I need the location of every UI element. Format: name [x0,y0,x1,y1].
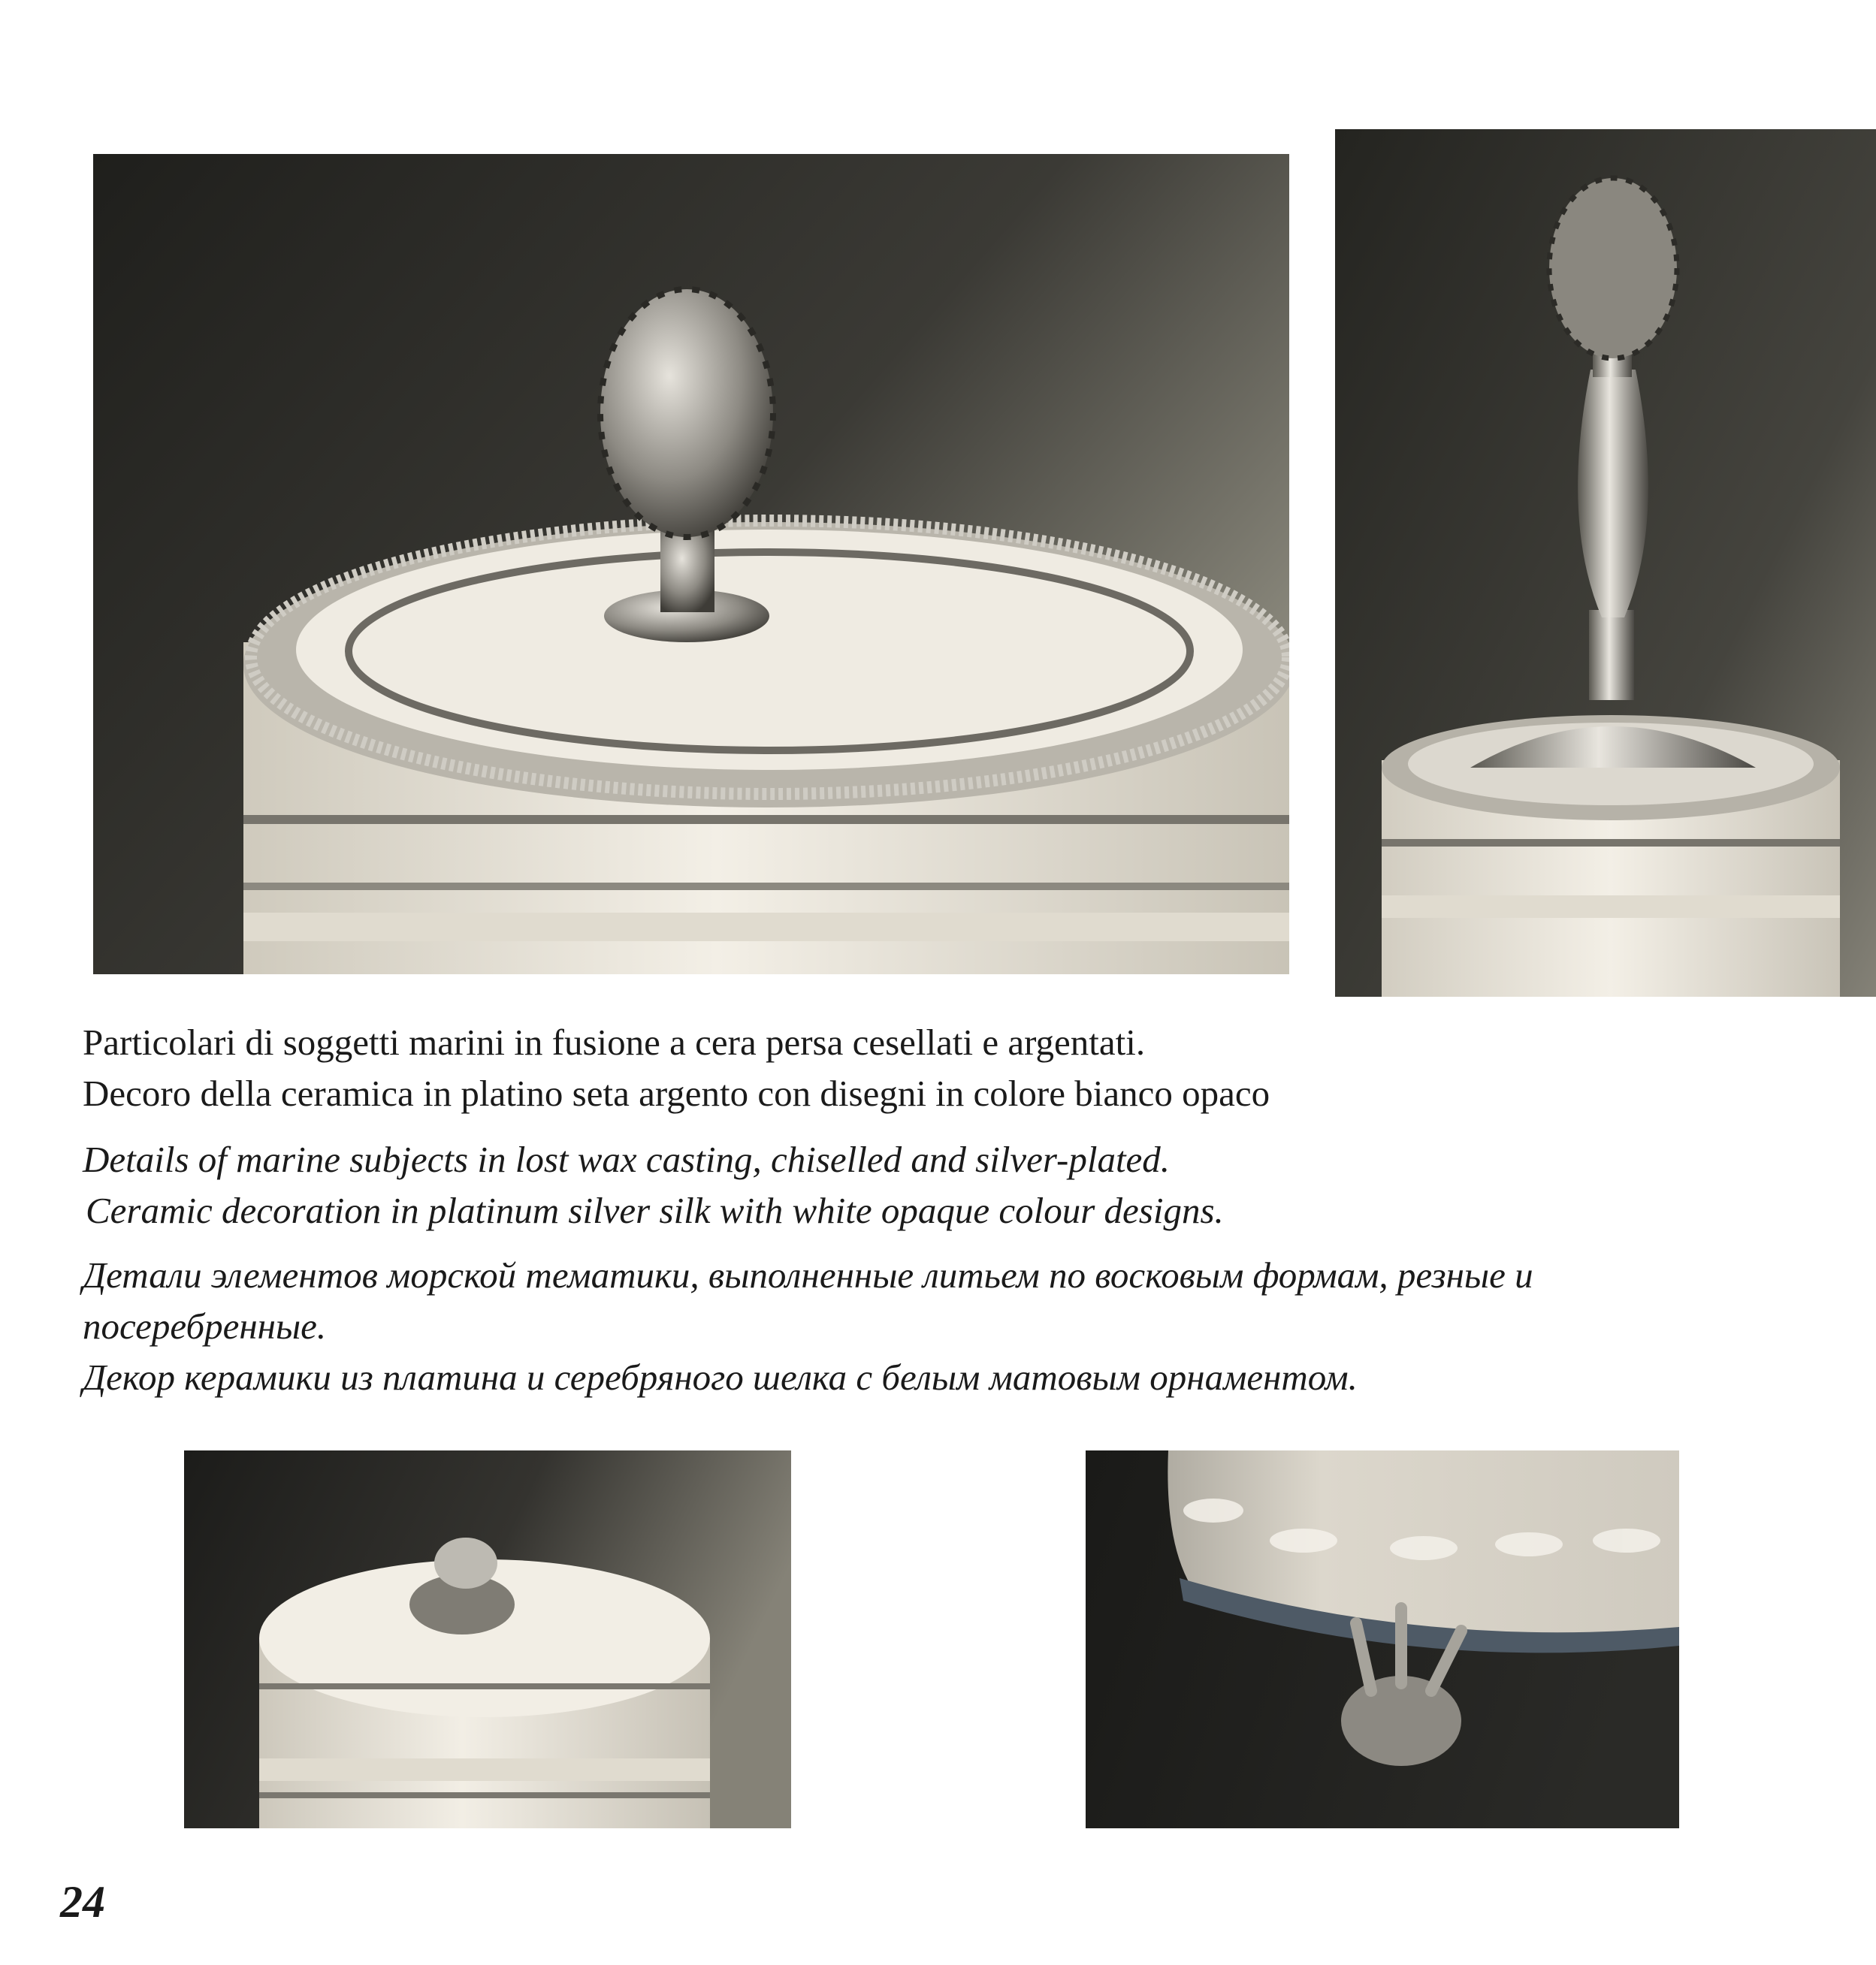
caption-russian-line-3: Декор керамики из платина и серебряного шелка с белым матовым орнаментом. [83,1357,1358,1398]
jar-with-finial-illustration [93,154,1289,974]
caption-english [83,1134,1796,1236]
caption-english-line-1: Details of marine subjects in lost wax casting, chiselled and silver-plated. [83,1139,1171,1180]
coral-foot-illustration [1086,1450,1679,1828]
caption-russian-line-2: посеребренные. [83,1305,327,1347]
caption-italian-line-1: Particolari di soggetti marini in fusione a cera persa cesellati e argentati. [83,1022,1146,1063]
photo-jar-with-finial [93,154,1289,974]
photo-holder-with-handle [1335,129,1876,997]
caption-russian-line-1: Детали элементов морской тематики, выполненные литьем по восковым формам, резные и [83,1254,1533,1296]
photo-small-box [184,1450,791,1828]
page-number: 24 [60,1877,105,1927]
caption-italian-line-2: Decoro della ceramica in platino seta argento con disegni in colore bianco opaco [83,1073,1270,1114]
caption-russian [83,1250,1796,1403]
caption-english-line-2: Ceramic decoration in platinum silver silk with white opaque colour designs. [86,1190,1224,1231]
holder-with-handle-illustration [1335,129,1876,997]
caption-italian [83,1017,1796,1119]
photo-coral-foot [1086,1450,1679,1828]
small-box-illustration [184,1450,791,1828]
